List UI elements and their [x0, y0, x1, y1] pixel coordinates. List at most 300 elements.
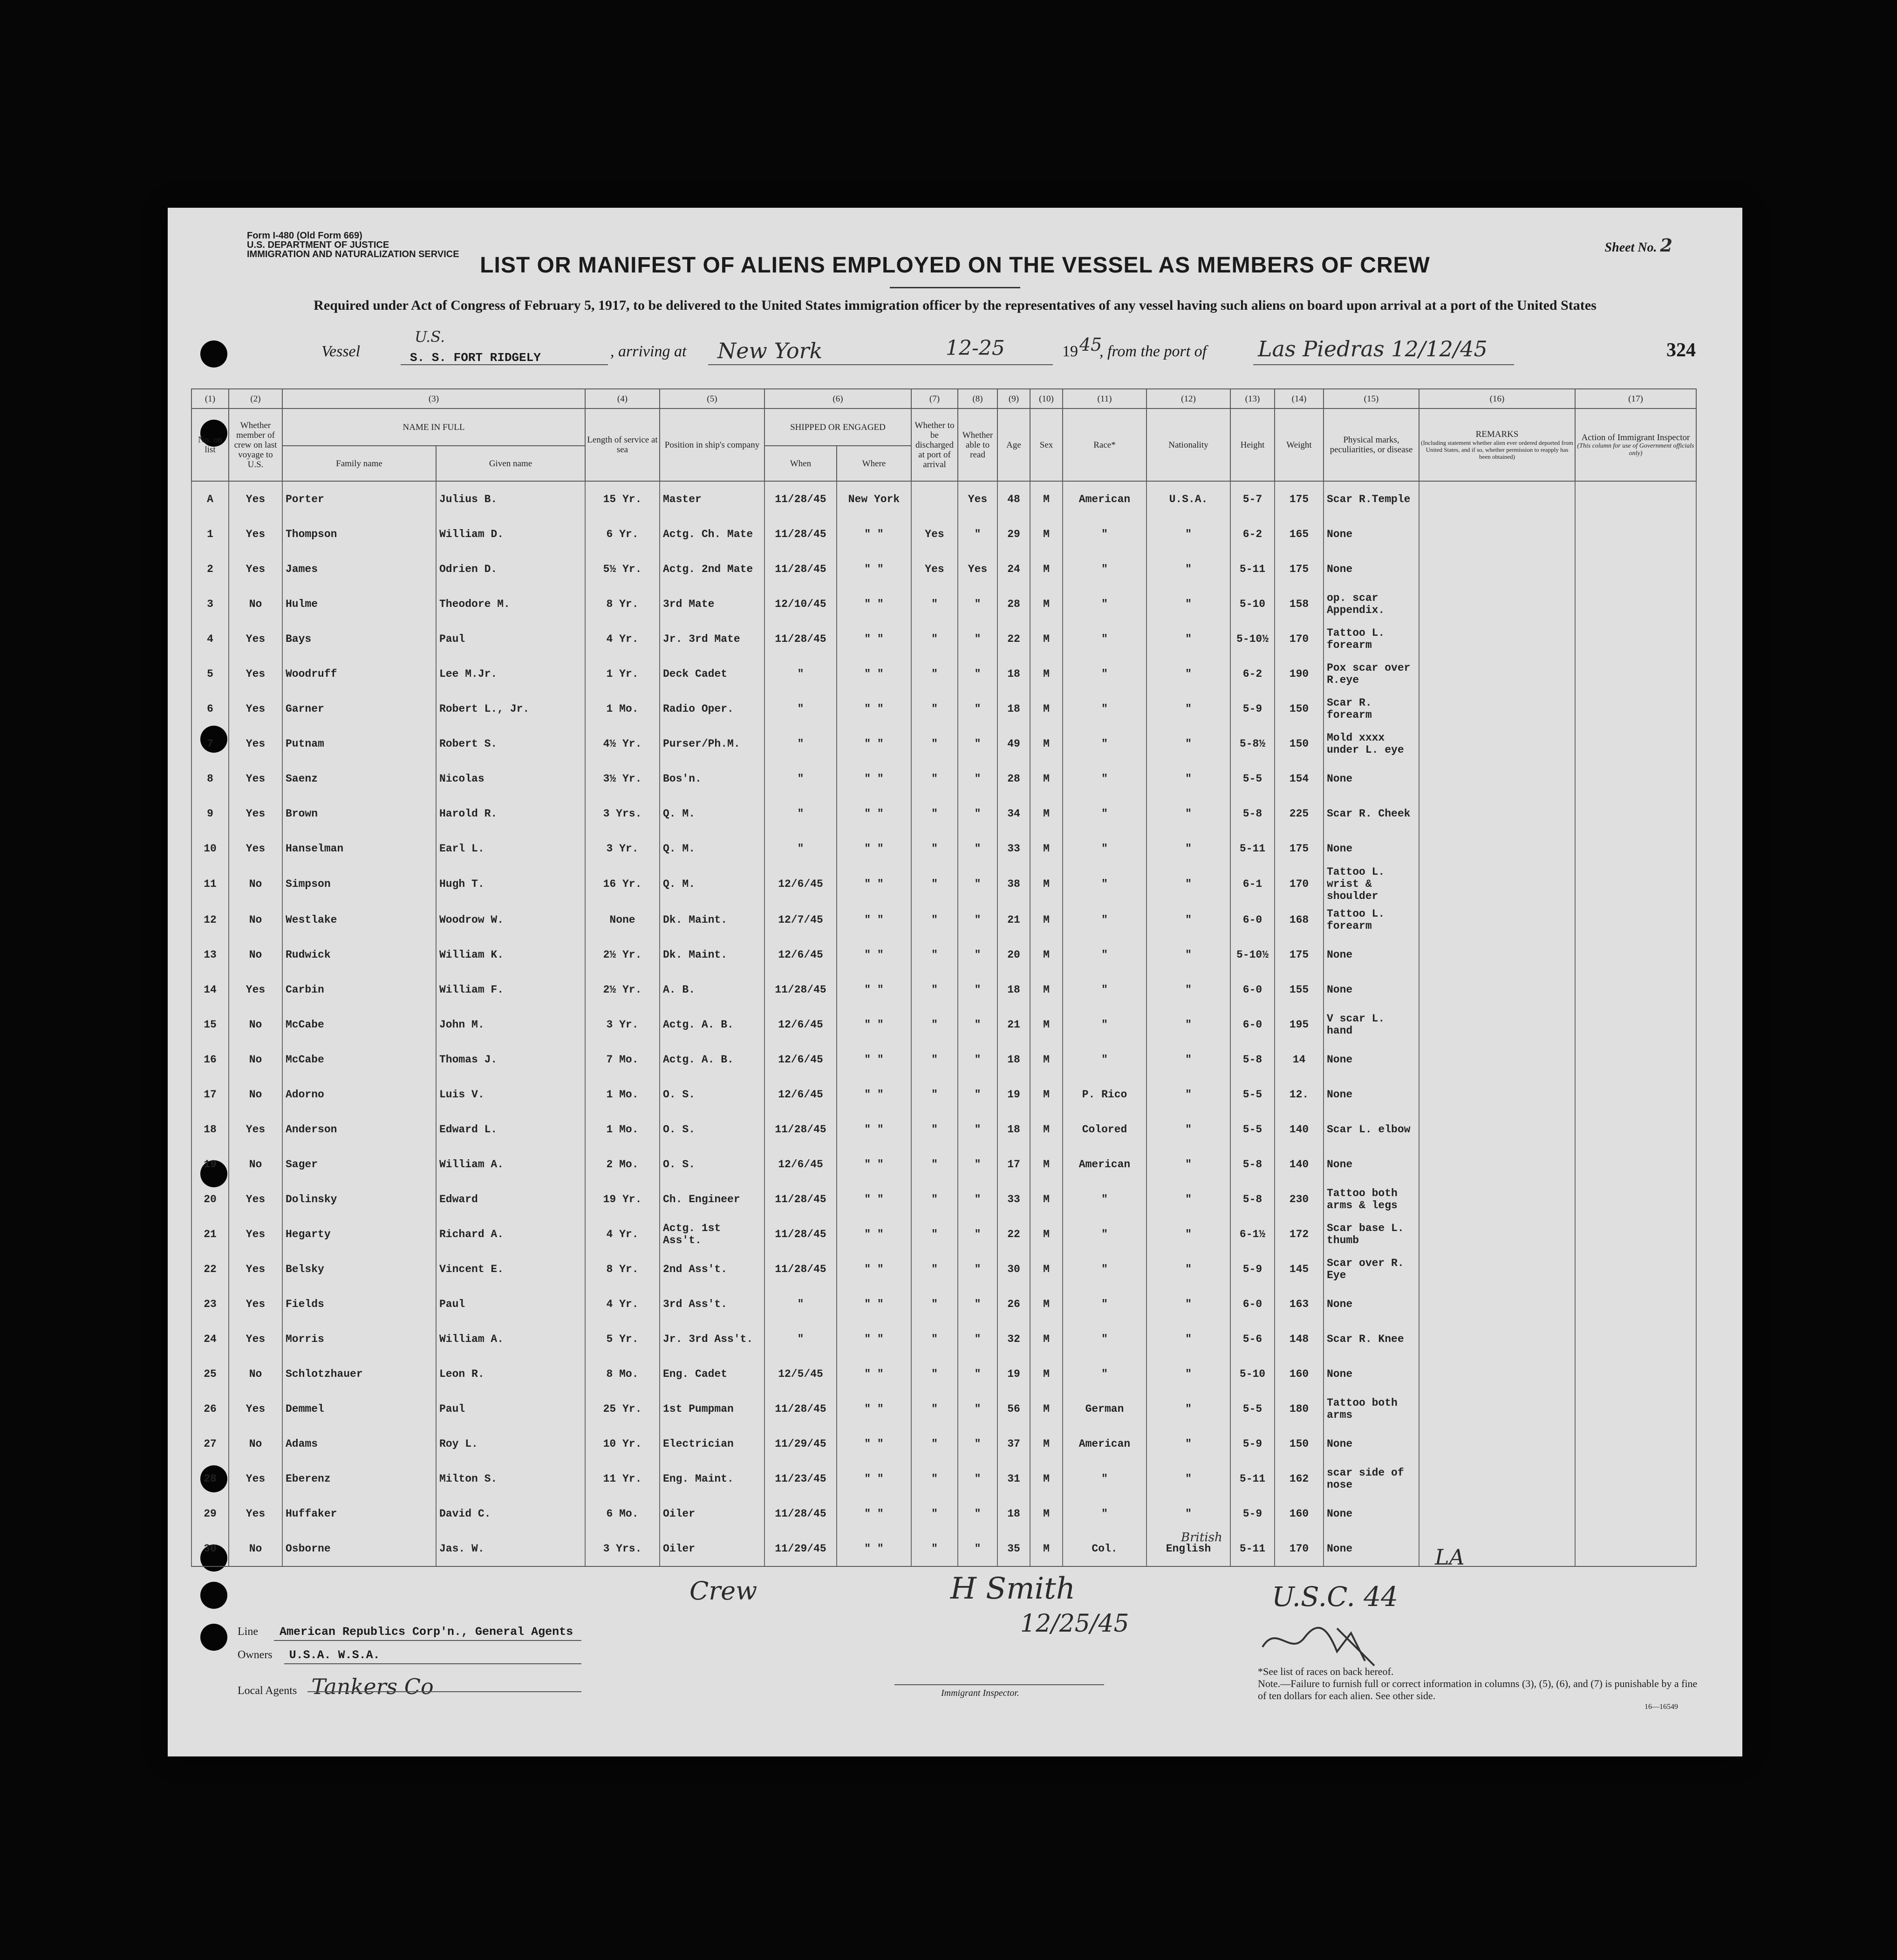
cell-able-to-read: ": [958, 831, 997, 866]
cell-age: 28: [997, 586, 1030, 621]
cell-remarks: [1419, 1182, 1575, 1217]
cell-service: 4 Yr.: [585, 1286, 660, 1321]
col-header-height: Height: [1230, 408, 1275, 481]
cell-inspector-action: [1575, 972, 1696, 1007]
cell-row-no: 10: [191, 831, 229, 866]
crew-row: [191, 586, 1696, 621]
cell-sex: M: [1030, 586, 1063, 621]
cell-sex: M: [1030, 796, 1063, 831]
cell-able-to-read: ": [958, 1391, 997, 1426]
cell-height: 5-9: [1230, 1496, 1275, 1531]
cell-last-voyage: Yes: [229, 1217, 282, 1252]
cell-family-name: Osborne: [282, 1531, 436, 1566]
cell-row-no: 28: [191, 1461, 229, 1496]
cell-inspector-action: [1575, 691, 1696, 726]
cell-physical-marks: None: [1324, 1286, 1419, 1321]
cell-remarks: [1419, 1217, 1575, 1252]
cell-physical-marks: None: [1324, 761, 1419, 796]
crew-row: [191, 902, 1696, 937]
cell-last-voyage: Yes: [229, 972, 282, 1007]
cell-inspector-action: [1575, 726, 1696, 761]
cell-sex: M: [1030, 621, 1063, 656]
cell-last-voyage: Yes: [229, 761, 282, 796]
cell-shipped-when: 11/23/45: [764, 1461, 837, 1496]
cell-race: ": [1063, 761, 1146, 796]
cell-height: 6-0: [1230, 1286, 1275, 1321]
cell-race: American: [1063, 1426, 1146, 1461]
cell-family-name: Hanselman: [282, 831, 436, 866]
cell-nationality: ": [1146, 1217, 1230, 1252]
col-num: (13): [1230, 389, 1275, 408]
cell-physical-marks: Scar over R. Eye: [1324, 1252, 1419, 1286]
cell-position: O. S.: [660, 1077, 764, 1112]
cell-row-no: 27: [191, 1426, 229, 1461]
cell-age: 34: [997, 796, 1030, 831]
col-num: (1): [191, 389, 229, 408]
cell-row-no: 13: [191, 937, 229, 972]
cell-row-no: 25: [191, 1356, 229, 1391]
cell-physical-marks: Pox scar over R.eye: [1324, 656, 1419, 691]
cell-shipped-when: 12/6/45: [764, 1147, 837, 1182]
cell-able-to-read: ": [958, 902, 997, 937]
cell-age: 32: [997, 1321, 1030, 1356]
cell-given-name: Robert S.: [436, 726, 585, 761]
cell-age: 18: [997, 1496, 1030, 1531]
arrival-year: 45: [1079, 334, 1102, 355]
cell-shipped-when: 12/6/45: [764, 866, 837, 902]
cell-race: American: [1063, 481, 1146, 517]
cell-last-voyage: Yes: [229, 1112, 282, 1147]
cell-physical-marks: None: [1324, 1077, 1419, 1112]
cell-shipped-when: 11/28/45: [764, 1496, 837, 1531]
cell-position: Jr. 3rd Ass't.: [660, 1321, 764, 1356]
cell-service: 4 Yr.: [585, 1217, 660, 1252]
cell-inspector-action: [1575, 831, 1696, 866]
cell-position: Ch. Engineer: [660, 1182, 764, 1217]
cell-nationality: ": [1146, 621, 1230, 656]
cell-discharged: Yes: [911, 517, 958, 551]
cell-remarks: [1419, 586, 1575, 621]
binder-hole: [200, 1582, 227, 1609]
cell-given-name: Lee M.Jr.: [436, 656, 585, 691]
year-prefix: 19: [1062, 343, 1078, 360]
cell-nationality: ": [1146, 551, 1230, 586]
cell-family-name: Schlotzhauer: [282, 1356, 436, 1391]
page-title: LIST OR MANIFEST OF ALIENS EMPLOYED ON THE VESSEL AS MEMBERS OF CREW: [480, 253, 1430, 278]
cell-last-voyage: Yes: [229, 656, 282, 691]
cell-weight: 190: [1275, 656, 1324, 691]
cell-nationality: ": [1146, 866, 1230, 902]
cell-service: 8 Yr.: [585, 1252, 660, 1286]
cell-able-to-read: ": [958, 1217, 997, 1252]
cell-shipped-when: ": [764, 796, 837, 831]
cell-nationality: English: [1146, 1531, 1230, 1566]
cell-sex: M: [1030, 1077, 1063, 1112]
cell-sex: M: [1030, 831, 1063, 866]
manifest-sheet: [168, 208, 1742, 1756]
cell-race: ": [1063, 1182, 1146, 1217]
cell-physical-marks: Mold xxxx under L. eye: [1324, 726, 1419, 761]
col-header-marks: Physical marks, peculiarities, or disease: [1324, 408, 1419, 481]
cell-row-no: 3: [191, 586, 229, 621]
cell-last-voyage: Yes: [229, 481, 282, 517]
col-header-when: When: [764, 446, 837, 481]
cell-race: ": [1063, 937, 1146, 972]
cell-discharged: ": [911, 1007, 958, 1042]
cell-row-no: 5: [191, 656, 229, 691]
cell-nationality: ": [1146, 656, 1230, 691]
crew-row: [191, 1147, 1696, 1182]
cell-remarks: [1419, 1042, 1575, 1077]
cell-discharged: ": [911, 1461, 958, 1496]
crew-row: [191, 726, 1696, 761]
cell-remarks: [1419, 972, 1575, 1007]
cell-weight: 168: [1275, 902, 1324, 937]
cell-last-voyage: No: [229, 1042, 282, 1077]
cell-height: 5-9: [1230, 1426, 1275, 1461]
cell-given-name: Edward L.: [436, 1112, 585, 1147]
cell-weight: 14: [1275, 1042, 1324, 1077]
handwritten-crew: Crew: [689, 1576, 757, 1606]
cell-row-no: 11: [191, 866, 229, 902]
cell-inspector-action: [1575, 1252, 1696, 1286]
cell-shipped-where: " ": [837, 656, 911, 691]
cell-race: ": [1063, 1007, 1146, 1042]
line-label: Line: [238, 1626, 258, 1638]
cell-given-name: David C.: [436, 1496, 585, 1531]
cell-shipped-where: " ": [837, 691, 911, 726]
cell-given-name: Woodrow W.: [436, 902, 585, 937]
cell-row-no: 24: [191, 1321, 229, 1356]
crew-row: [191, 866, 1696, 902]
title-divider: [890, 287, 1020, 288]
cell-shipped-where: " ": [837, 1252, 911, 1286]
cell-inspector-action: [1575, 1147, 1696, 1182]
line-value: American Republics Corp'n., General Agents: [279, 1625, 573, 1639]
cell-family-name: Anderson: [282, 1112, 436, 1147]
cell-sex: M: [1030, 517, 1063, 551]
cell-physical-marks: None: [1324, 1426, 1419, 1461]
cell-height: 5-10½: [1230, 937, 1275, 972]
cell-family-name: Simpson: [282, 866, 436, 902]
cell-family-name: Eberenz: [282, 1461, 436, 1496]
cell-height: 5-9: [1230, 1252, 1275, 1286]
cell-age: 33: [997, 1182, 1030, 1217]
inspector-caption: Immigrant Inspector.: [941, 1688, 1019, 1698]
cell-remarks: [1419, 481, 1575, 517]
cell-height: 6-0: [1230, 902, 1275, 937]
cell-nationality: ": [1146, 1007, 1230, 1042]
col-header-last-voyage: Whether member of crew on last voyage to U.S.: [229, 408, 282, 481]
cell-shipped-where: " ": [837, 1007, 911, 1042]
cell-discharged: ": [911, 1531, 958, 1566]
col-num: (3): [282, 389, 585, 408]
cell-row-no: 23: [191, 1286, 229, 1321]
cell-age: 22: [997, 1217, 1030, 1252]
cell-race: German: [1063, 1391, 1146, 1426]
cell-remarks: [1419, 1461, 1575, 1496]
cell-remarks: [1419, 937, 1575, 972]
cell-family-name: Rudwick: [282, 937, 436, 972]
cell-family-name: Bays: [282, 621, 436, 656]
cell-family-name: Morris: [282, 1321, 436, 1356]
cell-physical-marks: None: [1324, 517, 1419, 551]
cell-physical-marks: Scar R. Knee: [1324, 1321, 1419, 1356]
cell-height: 5-8: [1230, 1147, 1275, 1182]
cell-service: 1 Yr.: [585, 656, 660, 691]
cell-sex: M: [1030, 1217, 1063, 1252]
cell-shipped-when: ": [764, 656, 837, 691]
cell-weight: 180: [1275, 1391, 1324, 1426]
cell-physical-marks: Scar L. elbow: [1324, 1112, 1419, 1147]
cell-able-to-read: ": [958, 517, 997, 551]
cell-given-name: Harold R.: [436, 796, 585, 831]
cell-weight: 150: [1275, 726, 1324, 761]
cell-able-to-read: ": [958, 1077, 997, 1112]
cell-family-name: Thompson: [282, 517, 436, 551]
crew-row: [191, 481, 1696, 517]
cell-nationality: ": [1146, 1321, 1230, 1356]
cell-age: 29: [997, 517, 1030, 551]
cell-family-name: Dolinsky: [282, 1182, 436, 1217]
col-header-family-name: Family name: [282, 446, 436, 481]
cell-given-name: Roy L.: [436, 1426, 585, 1461]
from-label: , from the port of: [1099, 343, 1207, 360]
cell-sex: M: [1030, 1182, 1063, 1217]
cell-discharged: ": [911, 1321, 958, 1356]
cell-shipped-where: " ": [837, 586, 911, 621]
cell-sex: M: [1030, 1461, 1063, 1496]
cell-discharged: ": [911, 656, 958, 691]
cell-shipped-where: " ": [837, 1391, 911, 1426]
cell-position: 1st Pumpman: [660, 1391, 764, 1426]
col-header-position: Position in ship's company: [660, 408, 764, 481]
cell-shipped-when: 11/28/45: [764, 972, 837, 1007]
agents-label: Local Agents: [238, 1685, 297, 1697]
cell-discharged: ": [911, 1217, 958, 1252]
cell-given-name: Luis V.: [436, 1077, 585, 1112]
cell-nationality: ": [1146, 1496, 1230, 1531]
cell-able-to-read: ": [958, 1007, 997, 1042]
col-num: (16): [1419, 389, 1575, 408]
cell-nationality: ": [1146, 691, 1230, 726]
crew-row: [191, 831, 1696, 866]
cell-service: 16 Yr.: [585, 866, 660, 902]
cell-shipped-when: 12/6/45: [764, 1077, 837, 1112]
arrival-date: 12-25: [946, 336, 1005, 360]
cell-physical-marks: Tattoo L. forearm: [1324, 621, 1419, 656]
cell-nationality: ": [1146, 831, 1230, 866]
cell-height: 5-11: [1230, 1461, 1275, 1496]
cell-able-to-read: ": [958, 1496, 997, 1531]
cell-shipped-when: 11/28/45: [764, 1182, 837, 1217]
cell-physical-marks: Tattoo L. wrist & shoulder: [1324, 866, 1419, 902]
cell-race: ": [1063, 1461, 1146, 1496]
cell-inspector-action: [1575, 1217, 1696, 1252]
cell-shipped-where: " ": [837, 1321, 911, 1356]
cell-able-to-read: ": [958, 1147, 997, 1182]
col-num: (17): [1575, 389, 1696, 408]
cell-shipped-where: " ": [837, 1042, 911, 1077]
cell-position: 3rd Ass't.: [660, 1286, 764, 1321]
cell-service: 8 Yr.: [585, 586, 660, 621]
cell-sex: M: [1030, 1496, 1063, 1531]
cell-last-voyage: No: [229, 1147, 282, 1182]
cell-age: 18: [997, 1112, 1030, 1147]
cell-inspector-action: [1575, 1042, 1696, 1077]
cell-inspector-action: [1575, 937, 1696, 972]
crew-row: [191, 1426, 1696, 1461]
cell-position: O. S.: [660, 1147, 764, 1182]
crew-row: [191, 1531, 1696, 1566]
cell-shipped-where: " ": [837, 761, 911, 796]
col-num: (9): [997, 389, 1030, 408]
cell-position: Q. M.: [660, 866, 764, 902]
cell-position: Actg. Ch. Mate: [660, 517, 764, 551]
cell-shipped-when: 12/6/45: [764, 1042, 837, 1077]
cell-weight: 140: [1275, 1112, 1324, 1147]
cell-age: 56: [997, 1391, 1030, 1426]
cell-able-to-read: ": [958, 621, 997, 656]
cell-sex: M: [1030, 761, 1063, 796]
cell-position: Oiler: [660, 1531, 764, 1566]
vessel-line: [321, 343, 360, 361]
cell-age: 21: [997, 902, 1030, 937]
cell-weight: 195: [1275, 1007, 1324, 1042]
crew-row: [191, 761, 1696, 796]
cell-inspector-action: [1575, 1182, 1696, 1217]
cell-last-voyage: No: [229, 586, 282, 621]
vessel-prefix: U.S.: [415, 328, 445, 346]
agents-underline: [307, 1691, 581, 1692]
cell-shipped-where: New York: [837, 481, 911, 517]
cell-height: 5-11: [1230, 1531, 1275, 1566]
cell-inspector-action: [1575, 1007, 1696, 1042]
cell-sex: M: [1030, 551, 1063, 586]
cell-remarks: [1419, 866, 1575, 902]
cell-service: 1 Mo.: [585, 1112, 660, 1147]
cell-weight: 145: [1275, 1252, 1324, 1286]
cell-position: Actg. A. B.: [660, 1007, 764, 1042]
cell-row-no: 30: [191, 1531, 229, 1566]
cell-row-no: 1: [191, 517, 229, 551]
cell-last-voyage: Yes: [229, 1182, 282, 1217]
cell-nationality: ": [1146, 796, 1230, 831]
col-num: (12): [1146, 389, 1230, 408]
binder-hole: [200, 1624, 227, 1651]
cell-nationality: ": [1146, 1112, 1230, 1147]
cell-able-to-read: ": [958, 1461, 997, 1496]
cell-discharged: ": [911, 691, 958, 726]
cell-able-to-read: Yes: [958, 481, 997, 517]
col-header-sex: Sex: [1030, 408, 1063, 481]
cell-race: ": [1063, 656, 1146, 691]
cell-position: 3rd Mate: [660, 586, 764, 621]
cell-discharged: ": [911, 726, 958, 761]
cell-shipped-when: ": [764, 1286, 837, 1321]
cell-shipped-when: 12/5/45: [764, 1356, 837, 1391]
cell-row-no: 29: [191, 1496, 229, 1531]
cell-service: 5 Yr.: [585, 1321, 660, 1356]
inspector-signature-line: [894, 1684, 1104, 1685]
cell-family-name: Fields: [282, 1286, 436, 1321]
cell-remarks: [1419, 761, 1575, 796]
cell-family-name: Demmel: [282, 1391, 436, 1426]
cell-inspector-action: [1575, 1426, 1696, 1461]
cell-race: Col.: [1063, 1531, 1146, 1566]
cell-last-voyage: Yes: [229, 517, 282, 551]
cell-physical-marks: Scar R.Temple: [1324, 481, 1419, 517]
cell-sex: M: [1030, 1042, 1063, 1077]
cell-given-name: William D.: [436, 517, 585, 551]
crew-row: [191, 972, 1696, 1007]
cell-height: 6-2: [1230, 656, 1275, 691]
agents-value: Tankers Co: [311, 1674, 434, 1699]
cell-given-name: Nicolas: [436, 761, 585, 796]
crew-row: [191, 691, 1696, 726]
cell-position: Actg. 2nd Mate: [660, 551, 764, 586]
cell-service: 3 Yrs.: [585, 1531, 660, 1566]
cell-weight: 170: [1275, 1531, 1324, 1566]
crew-row: [191, 1252, 1696, 1286]
cell-shipped-where: " ": [837, 517, 911, 551]
cell-given-name: Milton S.: [436, 1461, 585, 1496]
cell-height: 5-6: [1230, 1321, 1275, 1356]
cell-nationality: ": [1146, 1077, 1230, 1112]
cell-given-name: Hugh T.: [436, 866, 585, 902]
cell-last-voyage: Yes: [229, 726, 282, 761]
cell-weight: 150: [1275, 691, 1324, 726]
cell-family-name: Woodruff: [282, 656, 436, 691]
col-header-given-name: Given name: [436, 446, 585, 481]
cell-inspector-action: [1575, 656, 1696, 691]
handwritten-initials: LA: [1435, 1545, 1465, 1570]
cell-race: ": [1063, 691, 1146, 726]
cell-service: 2½ Yr.: [585, 937, 660, 972]
cell-able-to-read: ": [958, 761, 997, 796]
cell-row-no: A: [191, 481, 229, 517]
cell-sex: M: [1030, 691, 1063, 726]
cell-height: 5-5: [1230, 1077, 1275, 1112]
cell-physical-marks: None: [1324, 1147, 1419, 1182]
cell-age: 21: [997, 1007, 1030, 1042]
cell-given-name: William K.: [436, 937, 585, 972]
cell-remarks: [1419, 1391, 1575, 1426]
cell-height: 5-8: [1230, 1182, 1275, 1217]
cell-weight: 170: [1275, 866, 1324, 902]
cell-weight: 154: [1275, 761, 1324, 796]
cell-inspector-action: [1575, 1496, 1696, 1531]
cell-last-voyage: Yes: [229, 796, 282, 831]
cell-discharged: ": [911, 831, 958, 866]
remarks-title: REMARKS: [1475, 429, 1519, 439]
cell-shipped-where: " ": [837, 866, 911, 902]
cell-sex: M: [1030, 937, 1063, 972]
cell-sex: M: [1030, 1286, 1063, 1321]
cell-discharged: ": [911, 586, 958, 621]
cell-last-voyage: No: [229, 1077, 282, 1112]
cell-position: Q. M.: [660, 831, 764, 866]
owners-label: Owners: [238, 1649, 273, 1661]
from-underline: [1253, 364, 1514, 365]
cell-race: ": [1063, 586, 1146, 621]
cell-discharged: ": [911, 937, 958, 972]
cell-given-name: William A.: [436, 1321, 585, 1356]
vessel-name: S. S. FORT RIDGELY: [410, 351, 541, 365]
cell-race: ": [1063, 972, 1146, 1007]
cell-able-to-read: ": [958, 656, 997, 691]
cell-nationality: ": [1146, 1391, 1230, 1426]
